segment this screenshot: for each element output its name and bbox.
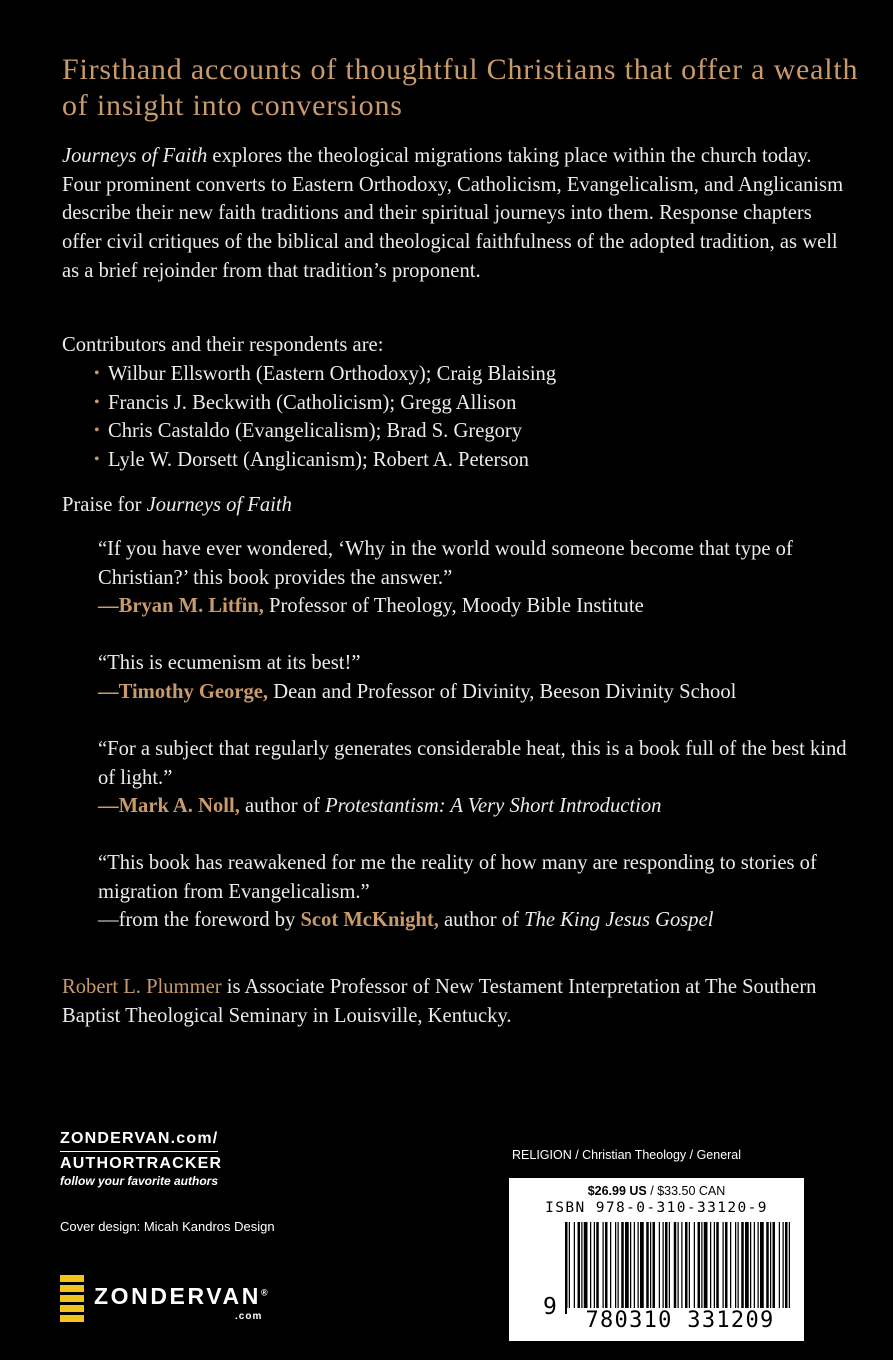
authortracker-title: AUTHORTRACKER xyxy=(60,1155,223,1172)
barcode-bar xyxy=(698,1222,701,1314)
barcode-bar xyxy=(738,1222,739,1314)
quote-attribution: —from the foreword by Scot McKnight, author of The King Jesus Gospel xyxy=(98,909,714,932)
authortracker-tagline: follow your favorite authors xyxy=(60,1174,219,1188)
barcode-bar xyxy=(678,1222,679,1314)
headline: Firsthand accounts of thoughtful Christians that offer a wealth of insight into conversions xyxy=(62,53,859,122)
quote-attribution: —Bryan M. Litfin, Professor of Theology, Moody Bible Institute xyxy=(98,595,644,618)
ean-digits: 780310 331209 xyxy=(567,1308,793,1334)
contributor-item: • Francis J. Beckwith (Catholicism); Gregg Allison xyxy=(94,389,556,418)
intro-paragraph xyxy=(62,142,852,286)
barcode-bar xyxy=(574,1222,575,1314)
bullet-icon: • xyxy=(94,365,100,382)
bullet-icon: • xyxy=(94,451,100,469)
authortracker-url: ZONDERVAN.com/ xyxy=(60,1130,218,1152)
barcode-bar xyxy=(630,1222,631,1314)
barcode-bar xyxy=(701,1222,702,1314)
barcode-bar xyxy=(704,1222,708,1314)
barcode-bar xyxy=(750,1222,751,1314)
barcode-bar xyxy=(681,1222,682,1314)
barcode-bar xyxy=(730,1222,731,1314)
barcode-bar xyxy=(578,1222,581,1314)
quote-text: “This is ecumenism at its best!” xyxy=(98,652,361,674)
barcode-bar xyxy=(694,1222,695,1314)
barcode-bar xyxy=(618,1222,619,1314)
quote-attribution: —Timothy George, Dean and Professor of Divinity, Beeson Divinity School xyxy=(98,680,737,703)
barcode-bar xyxy=(689,1222,690,1314)
barcode-bar xyxy=(640,1222,644,1314)
barcode-bar xyxy=(754,1222,755,1314)
barcode-bar xyxy=(665,1222,668,1314)
barcode-bar xyxy=(716,1222,719,1314)
isbn-label: ISBN 978-0-310-33120-9 xyxy=(545,1200,768,1216)
endorsement-quote xyxy=(98,649,858,706)
endorsement-quote xyxy=(98,849,858,935)
book-title: Journeys of Faith xyxy=(62,145,208,167)
endorser-name: Bryan M. Litfin, xyxy=(118,595,264,618)
endorser-name: Timothy George, xyxy=(118,680,269,703)
barcode-bar xyxy=(646,1222,649,1314)
bisac-category: RELIGION / Christian Theology / General xyxy=(512,1148,742,1162)
barcode-bar xyxy=(674,1222,677,1314)
price-can: $33.50 CAN xyxy=(657,1184,726,1198)
barcode-bar xyxy=(650,1222,651,1314)
barcode-bars xyxy=(565,1222,791,1314)
quote-text: “For a subject that regularly generates considerable heat, this is a book full of the best kind of light.” xyxy=(98,738,847,789)
quote-attribution: —Mark A. Noll, author of Protestantism: A Very Short Introduction xyxy=(98,795,662,818)
barcode-bar xyxy=(653,1222,656,1314)
barcode-bar xyxy=(745,1222,749,1314)
barcode-bar xyxy=(770,1222,771,1314)
barcode-bar xyxy=(615,1222,616,1314)
barcode-bar xyxy=(603,1222,604,1314)
barcode-bar xyxy=(663,1222,664,1314)
quote-text: “This book has reawakened for me the reality of how many are responding to stories of migration from Evangelicalism.” xyxy=(98,852,817,903)
endorser-book: The King Jesus Gospel xyxy=(524,909,714,932)
contributors-list xyxy=(94,360,556,475)
barcode-bar xyxy=(565,1222,568,1314)
barcode-bar xyxy=(723,1222,724,1314)
barcode-box xyxy=(509,1178,804,1341)
barcode-bar xyxy=(610,1222,611,1314)
endorser-name: Scot McKnight, xyxy=(300,909,439,932)
barcode-bar xyxy=(669,1222,670,1314)
praise-heading: Praise for Journeys of Faith xyxy=(62,494,292,516)
bullet-icon: • xyxy=(94,422,100,440)
zondervan-logo-icon xyxy=(60,1275,84,1323)
barcode-bar xyxy=(596,1222,599,1314)
author-bio: Robert L. Plummer is Associate Professor of New Testament Interpretation at The Southern Baptist Theological Seminary in Louisville, Kentucky. xyxy=(62,976,817,1027)
barcode-bar xyxy=(634,1222,635,1314)
barcode-bar xyxy=(783,1222,784,1314)
barcode-bar xyxy=(625,1222,629,1314)
barcode-bar xyxy=(741,1222,744,1314)
barcode-bar xyxy=(785,1222,788,1314)
barcode-bar xyxy=(659,1222,660,1314)
price-line: $26.99 US / $33.50 CAN xyxy=(587,1184,726,1198)
barcode-bar xyxy=(760,1222,764,1314)
barcode-bar xyxy=(621,1222,624,1314)
cover-credit: Cover design: Micah Kandros Design xyxy=(60,1219,275,1234)
barcode-bar xyxy=(735,1222,736,1314)
barcode-bar xyxy=(789,1222,790,1314)
endorser-name: Mark A. Noll, xyxy=(118,795,240,818)
endorsement-quote xyxy=(98,735,858,821)
contributor-item: • Chris Castaldo (Evangelicalism); Brad S. Gregory xyxy=(94,417,556,446)
logo-wordmark: ZONDERVAN® xyxy=(94,1283,268,1309)
contributor-item: • Lyle W. Dorsett (Anglicanism); Robert A. Peterson xyxy=(94,446,556,475)
intro-text: explores the theological migrations taking place within the church today. Four prominent converts to Eastern Orthodoxy, Catholicism, Evangelicalism, and Anglicanism describe their new faith traditions and their spiritual journeys into them. Response chapters offer civil critiques of the biblical and theological faithfulness of the adopted tradition, as well as a brief rejoinder from that tradition’s proponent. xyxy=(62,145,844,282)
barcode-bar xyxy=(581,1222,582,1314)
barcode-bar xyxy=(569,1222,570,1314)
endorser-book: Protestantism: A Very Short Introduction xyxy=(325,795,662,818)
barcode-bar xyxy=(590,1222,591,1314)
barcode-bar xyxy=(638,1222,639,1314)
logo-dotcom: .com xyxy=(235,1311,263,1322)
contributor-item: • Wilbur Ellsworth (Eastern Orthodoxy); Craig Blaising xyxy=(94,360,556,389)
bullet-icon: • xyxy=(94,393,100,411)
barcode-bar xyxy=(605,1222,608,1314)
barcode-bar xyxy=(714,1222,715,1314)
authortracker-block xyxy=(60,1130,222,1188)
price-us: $26.99 US xyxy=(587,1184,647,1198)
quote-text: “If you have ever wondered, ‘Why in the world would someone become that type of Christian?’ this book provides the answer.” xyxy=(98,538,793,589)
barcode-bar xyxy=(773,1222,776,1314)
barcode-bar xyxy=(685,1222,688,1314)
barcode-bar xyxy=(594,1222,595,1314)
publisher-logo xyxy=(60,1275,310,1335)
barcode-bar xyxy=(779,1222,780,1314)
barcode-bar xyxy=(584,1222,588,1314)
contributors-heading: Contributors and their respondents are: xyxy=(62,334,384,356)
ean-first-digit: 9 xyxy=(543,1294,557,1320)
barcode-bar xyxy=(766,1222,769,1314)
barcode-bar xyxy=(758,1222,759,1314)
author-name: Robert L. Plummer xyxy=(62,976,222,998)
barcode-bar xyxy=(725,1222,728,1314)
barcode-bar xyxy=(710,1222,711,1314)
endorsement-quote xyxy=(98,535,858,621)
